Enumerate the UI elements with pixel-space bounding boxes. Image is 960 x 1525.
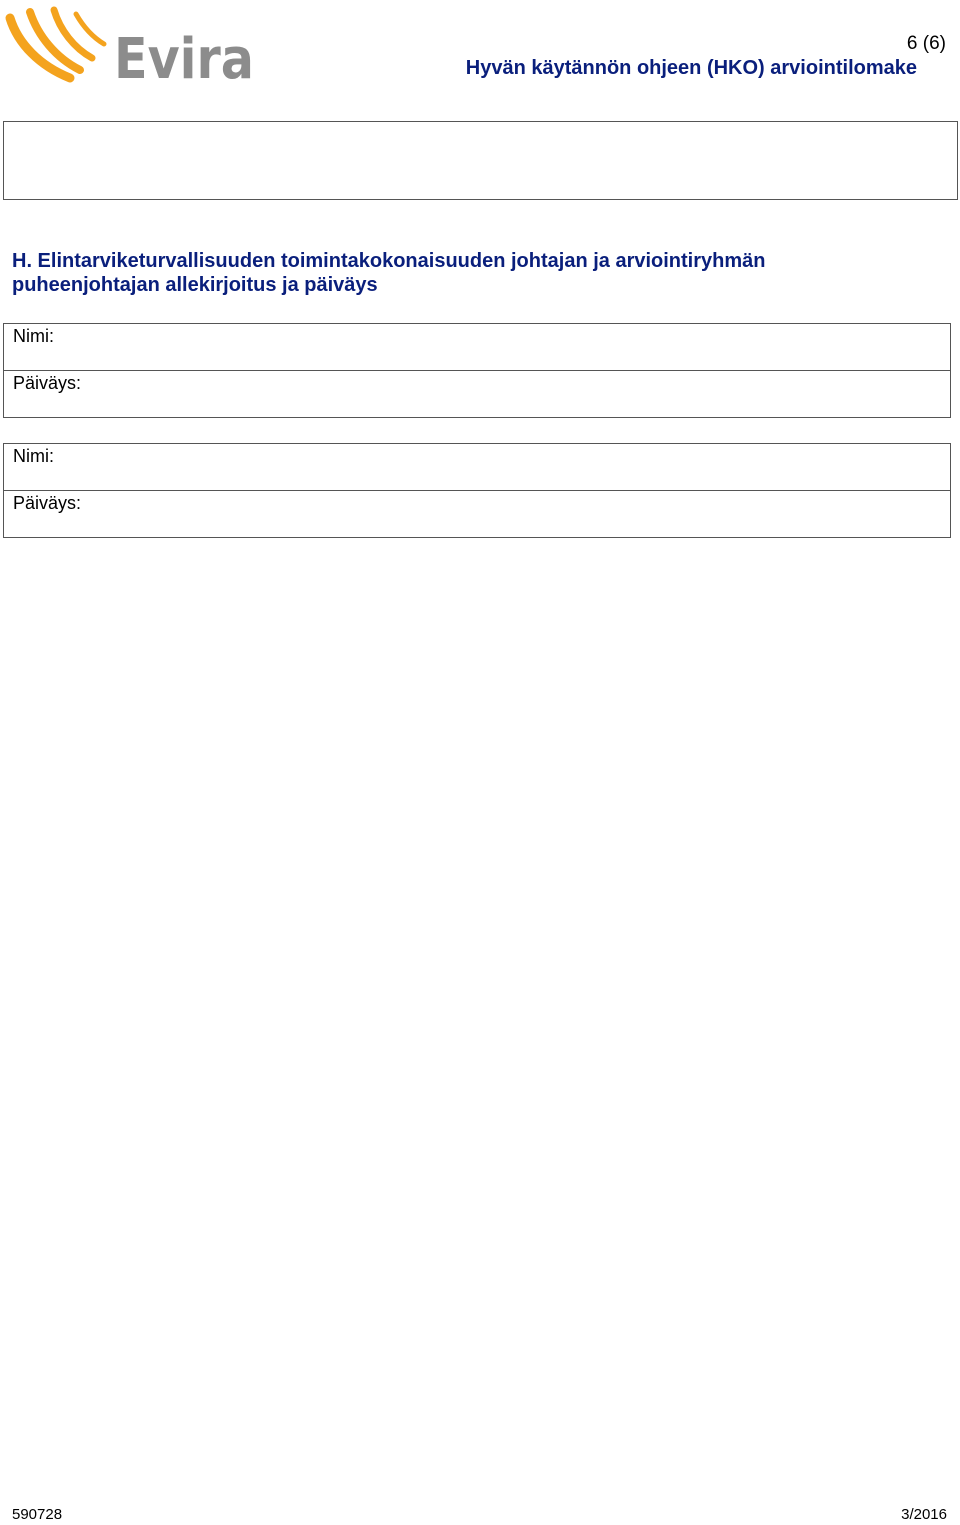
date-label: Päiväys:: [13, 493, 82, 513]
evira-logo-text: Evira: [114, 27, 254, 92]
name-field[interactable]: [4, 324, 950, 370]
empty-text-box[interactable]: [3, 121, 958, 200]
evira-logo: [4, 4, 256, 92]
name-label: Nimi:: [13, 446, 54, 466]
form-version: 3/2016: [901, 1506, 947, 1523]
form-code: 590728: [12, 1506, 63, 1523]
date-field[interactable]: [4, 490, 950, 537]
name-label: Nimi:: [13, 326, 54, 346]
date-field[interactable]: [4, 370, 950, 417]
section-heading: H. Elintarviketurvallisuuden toimintakokonaisuuden johtajan ja arviointiryhmän puheenjohtajan allekirjoitus ja päiväys: [12, 250, 766, 296]
page-number: 6 (6): [906, 33, 946, 54]
signature-block-1: [3, 323, 951, 418]
signature-block-2: [3, 443, 951, 538]
name-field[interactable]: [4, 444, 950, 490]
date-label: Päiväys:: [13, 373, 82, 393]
document-title: Hyvän käytännön ohjeen (HKO) arviointilomake: [465, 57, 917, 79]
